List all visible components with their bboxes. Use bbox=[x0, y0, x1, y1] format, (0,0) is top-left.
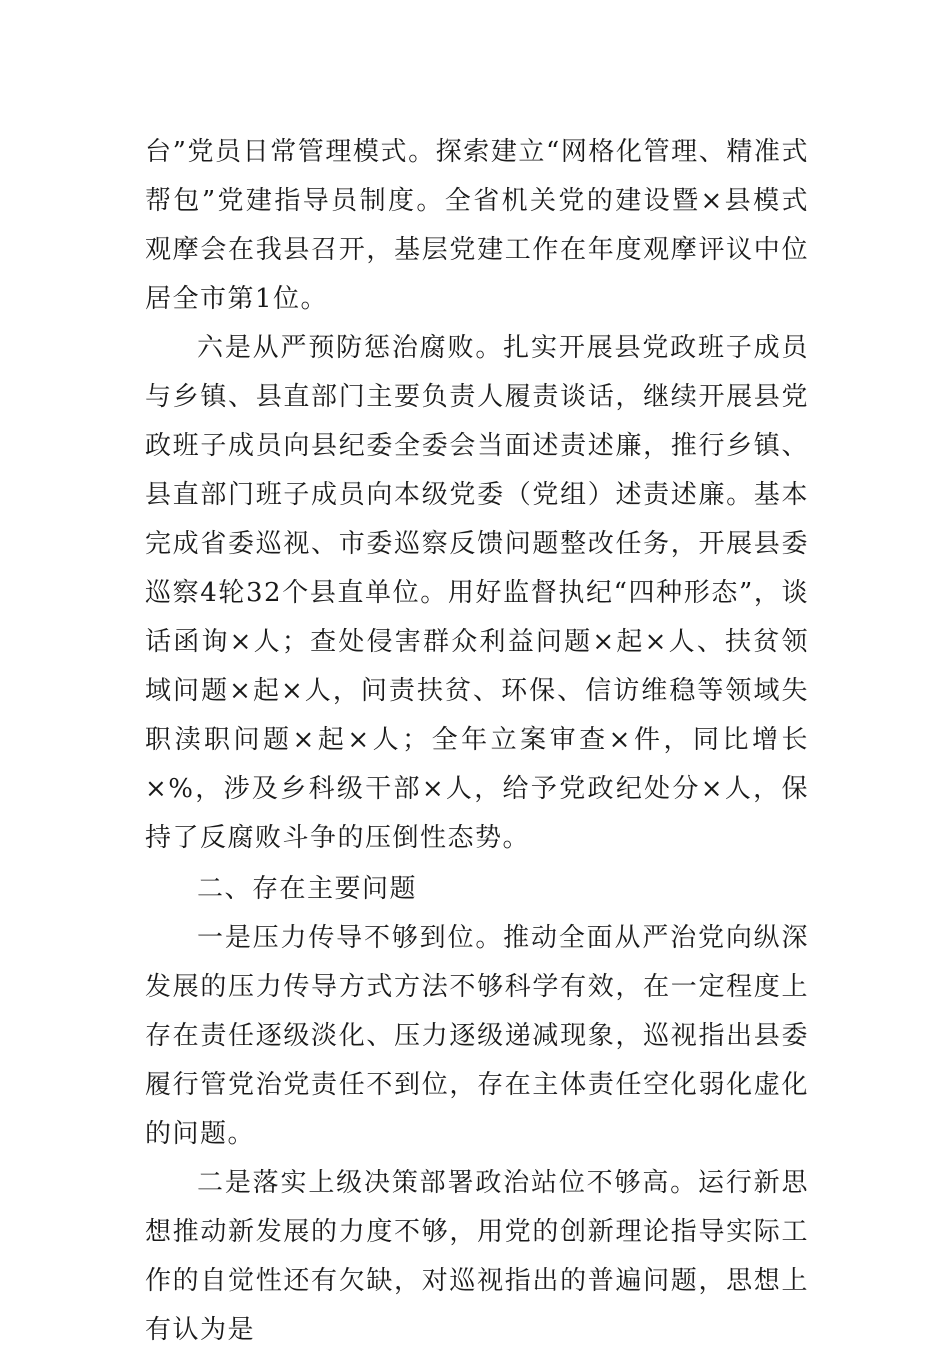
paragraph-anti-corruption: 六是从严预防惩治腐败。扎实开展县党政班子成员与乡镇、县直部门主要负责人履责谈话，继续开展县党政班子成员向县纪委全委会当面述责述廉，推行乡镇、县直部门班子成员向本级党委（党组）述责述廉。基本完成省委巡视、市委巡察反馈问题整改任务，开展县委巡察4轮32个县直单位。用好监督执纪“四种形态”，谈话函询×人；查处侵害群众利益问题×起×人、扶贫领域问题×起×人，问责扶贫、环保、信访维稳等领域失职渎职问题×起×人；全年立案审查×件，同比增长×%，涉及乡科级干部×人，给予党政纪处分×人，保持了反腐败斗争的压倒性态势。 bbox=[145, 333, 809, 853]
paragraph-pressure-transmission: 一是压力传导不够到位。推动全面从严治党向纵深发展的压力传导方式方法不够科学有效，在一定程度上存在责任逐级淡化、压力逐级递减现象，巡视指出县委履行管党治党责任不到位，存在主体责任空化弱化虚化的问题。 bbox=[145, 923, 809, 1149]
paragraph-continuation: 台”党员日常管理模式。探索建立“网格化管理、精准式帮包”党建指导员制度。全省机关党的建设暨×县模式观摩会在我县召开，基层党建工作在年度观摩评议中位居全市第1位。 bbox=[145, 137, 809, 314]
paragraph-political-stance: 二是落实上级决策部署政治站位不够高。运行新思想推动新发展的力度不够，用党的创新理论指导实际工作的自觉性还有欠缺，对巡视指出的普遍问题，思想上有认为是 bbox=[145, 1168, 809, 1345]
section-heading-main-problems: 二、存在主要问题 bbox=[197, 874, 418, 904]
document-body bbox=[145, 128, 809, 1355]
